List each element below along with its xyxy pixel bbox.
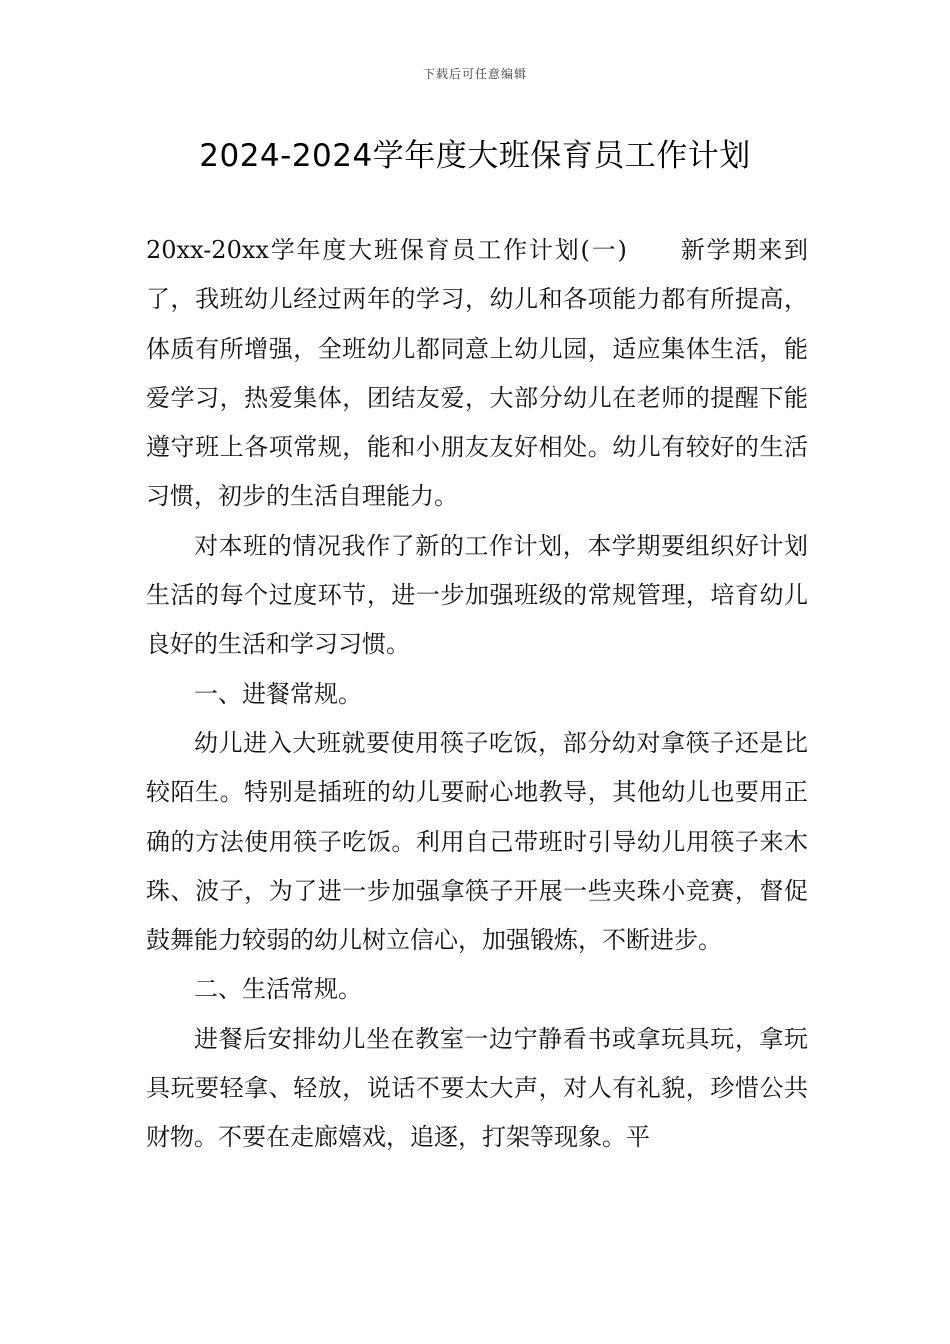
paragraph: 进餐后安排幼儿坐在教室一边宁静看书或拿玩具玩，拿玩具玩要轻拿、轻放，说话不要太大声，对人有礼貌，珍惜公共财物。不要在走廊嬉戏，追逐，打架等现象。平 bbox=[146, 1024, 808, 1152]
header-note: 下载后可任意编辑 bbox=[422, 67, 527, 81]
document-title: 2024-2024学年度大班保育员工作计划 bbox=[199, 138, 751, 174]
intro-paragraph bbox=[146, 226, 808, 522]
paragraph: 对本班的情况我作了新的工作计划，本学期要组织好计划生活的每个过度环节，进一步加强班级的常规管理，培育幼儿良好的生活和学习习惯。 bbox=[146, 531, 808, 659]
paragraph: 幼儿进入大班就要使用筷子吃饭，部分幼对拿筷子还是比较陌生。特别是插班的幼儿要耐心地教导，其他幼儿也要用正确的方法使用筷子吃饭。利用自己带班时引导幼儿用筷子来木珠、波子，为了进一步加强拿筷子开展一些夹珠小竞赛，督促鼓舞能力较弱的幼儿树立信心，加强锻炼，不断进步。 bbox=[146, 728, 808, 955]
document-body bbox=[146, 226, 808, 1163]
paragraph-text: 新学期来到了，我班幼儿经过两年的学习，幼儿和各项能力都有所提高，体质有所增强，全班幼儿都同意上幼儿园，适应集体生活，能爱学习，热爱集体，团结友爱，大部分幼儿在老师的提醒下能遵守班上各项常规，能和小朋友友好相处。幼儿有较好的生活习惯，初步的生活自理能力。 bbox=[146, 236, 808, 511]
intro-heading: 20xx-20xx学年度大班保育员工作计划(一) bbox=[146, 236, 627, 264]
section-heading: 二、生活常规。 bbox=[194, 975, 362, 1004]
section-heading: 一、进餐常规。 bbox=[194, 679, 362, 708]
